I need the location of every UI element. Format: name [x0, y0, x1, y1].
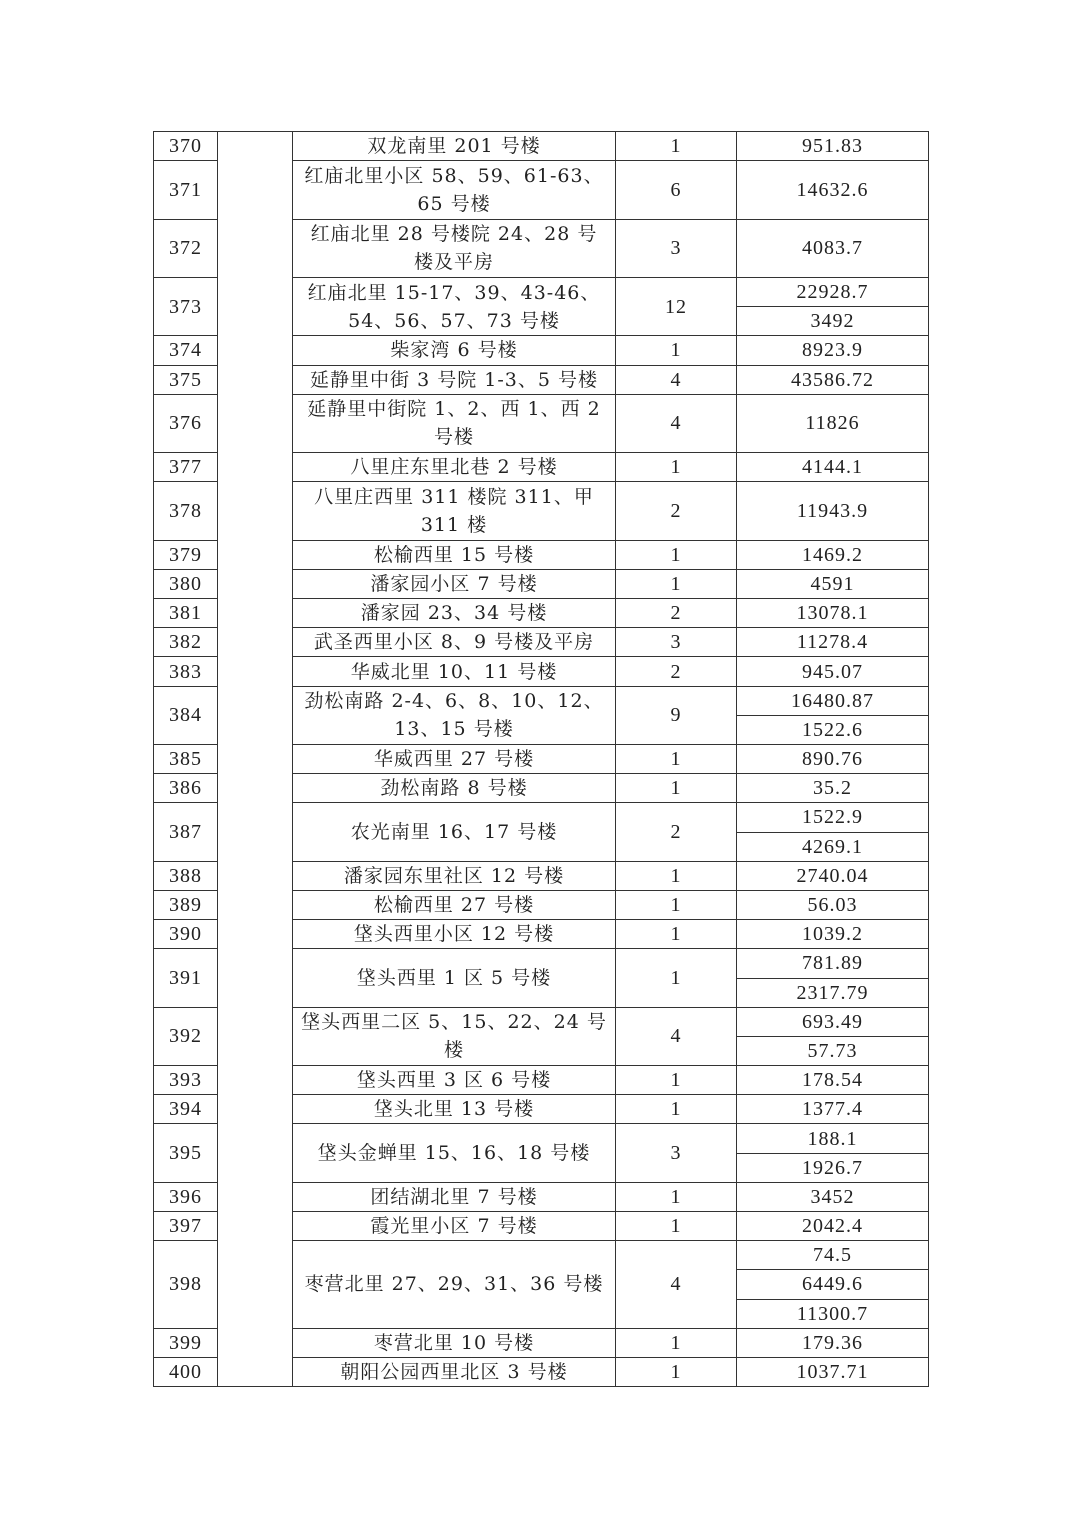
area-value: 11826: [737, 394, 929, 452]
area-value: 2740.04: [737, 861, 929, 890]
building-name: 潘家园东里社区 12 号楼: [293, 861, 616, 890]
area-value: 3452: [737, 1182, 929, 1211]
area-value: 22928.7: [737, 277, 929, 306]
building-count: 4: [616, 1007, 737, 1065]
area-value: 4144.1: [737, 453, 929, 482]
building-name: 柴家湾 6 号楼: [293, 336, 616, 365]
building-count: 2: [616, 803, 737, 861]
building-name: 延静里中街院 1、2、西 1、西 2 号楼: [293, 394, 616, 452]
row-number: 397: [154, 1212, 218, 1241]
row-number: 374: [154, 336, 218, 365]
row-number: 390: [154, 920, 218, 949]
building-name: 垡头西里 1 区 5 号楼: [293, 949, 616, 1007]
building-name: 劲松南路 2-4、6、8、10、12、13、15 号楼: [293, 686, 616, 744]
area-value: 4269.1: [737, 832, 929, 861]
area-value: 890.76: [737, 745, 929, 774]
building-count: 1: [616, 1182, 737, 1211]
building-name: 潘家园小区 7 号楼: [293, 569, 616, 598]
building-name: 松榆西里 27 号楼: [293, 890, 616, 919]
building-name: 红庙北里 15-17、39、43-46、54、56、57、73 号楼: [293, 277, 616, 335]
building-name: 八里庄东里北巷 2 号楼: [293, 453, 616, 482]
building-count: 3: [616, 219, 737, 277]
area-value: 2317.79: [737, 978, 929, 1007]
building-count: 3: [616, 628, 737, 657]
building-name: 垡头北里 13 号楼: [293, 1095, 616, 1124]
area-value: 693.49: [737, 1007, 929, 1036]
row-number: 385: [154, 745, 218, 774]
building-count: 9: [616, 686, 737, 744]
area-value: 781.89: [737, 949, 929, 978]
building-name: 潘家园 23、34 号楼: [293, 599, 616, 628]
area-value: 6449.6: [737, 1270, 929, 1299]
area-value: 1039.2: [737, 920, 929, 949]
row-number: 388: [154, 861, 218, 890]
row-number: 371: [154, 161, 218, 219]
buildings-table: [153, 131, 929, 1387]
row-number: 379: [154, 540, 218, 569]
building-count: 1: [616, 861, 737, 890]
building-name: 团结湖北里 7 号楼: [293, 1182, 616, 1211]
row-number: 396: [154, 1182, 218, 1211]
area-value: 16480.87: [737, 686, 929, 715]
building-name: 农光南里 16、17 号楼: [293, 803, 616, 861]
area-value: 57.73: [737, 1036, 929, 1065]
building-name: 枣营北里 10 号楼: [293, 1328, 616, 1357]
row-number: 381: [154, 599, 218, 628]
area-value: 1522.9: [737, 803, 929, 832]
area-value: 2042.4: [737, 1212, 929, 1241]
building-name: 枣营北里 27、29、31、36 号楼: [293, 1241, 616, 1329]
building-name: 延静里中街 3 号院 1-3、5 号楼: [293, 365, 616, 394]
building-name: 华威西里 27 号楼: [293, 745, 616, 774]
building-count: 4: [616, 365, 737, 394]
row-number: 378: [154, 482, 218, 540]
row-number: 395: [154, 1124, 218, 1182]
area-value: 4083.7: [737, 219, 929, 277]
row-number: 392: [154, 1007, 218, 1065]
area-value: 1469.2: [737, 540, 929, 569]
area-value: 35.2: [737, 774, 929, 803]
area-value: 8923.9: [737, 336, 929, 365]
building-count: 1: [616, 774, 737, 803]
table-row: [154, 132, 929, 161]
building-count: 1: [616, 336, 737, 365]
row-number: 387: [154, 803, 218, 861]
area-value: 43586.72: [737, 365, 929, 394]
building-name: 松榆西里 15 号楼: [293, 540, 616, 569]
row-number: 382: [154, 628, 218, 657]
building-name: 垡头金蝉里 15、16、18 号楼: [293, 1124, 616, 1182]
row-number: 372: [154, 219, 218, 277]
building-name: 八里庄西里 311 楼院 311、甲 311 楼: [293, 482, 616, 540]
area-value: 11943.9: [737, 482, 929, 540]
area-value: 951.83: [737, 132, 929, 161]
building-name: 劲松南路 8 号楼: [293, 774, 616, 803]
row-number: 375: [154, 365, 218, 394]
area-value: 4591: [737, 569, 929, 598]
building-name: 红庙北里小区 58、59、61-63、65 号楼: [293, 161, 616, 219]
row-number: 394: [154, 1095, 218, 1124]
building-count: 1: [616, 949, 737, 1007]
building-count: 1: [616, 132, 737, 161]
row-number: 386: [154, 774, 218, 803]
row-number: 376: [154, 394, 218, 452]
building-name: 华威北里 10、11 号楼: [293, 657, 616, 686]
building-name: 武圣西里小区 8、9 号楼及平房: [293, 628, 616, 657]
row-number: 393: [154, 1066, 218, 1095]
row-number: 391: [154, 949, 218, 1007]
table-body: [154, 132, 929, 1387]
row-number: 389: [154, 890, 218, 919]
building-name: 垡头西里二区 5、15、22、24 号楼: [293, 1007, 616, 1065]
building-count: 4: [616, 394, 737, 452]
area-value: 1522.6: [737, 715, 929, 744]
row-number: 380: [154, 569, 218, 598]
building-name: 霞光里小区 7 号楼: [293, 1212, 616, 1241]
area-value: 11300.7: [737, 1299, 929, 1328]
building-name: 垡头西里 3 区 6 号楼: [293, 1066, 616, 1095]
building-count: 1: [616, 1066, 737, 1095]
area-value: 3492: [737, 307, 929, 336]
area-value: 1926.7: [737, 1153, 929, 1182]
building-count: 1: [616, 540, 737, 569]
building-count: 1: [616, 1328, 737, 1357]
row-number: 383: [154, 657, 218, 686]
area-value: 74.5: [737, 1241, 929, 1270]
row-number: 373: [154, 277, 218, 335]
building-count: 6: [616, 161, 737, 219]
building-name: 垡头西里小区 12 号楼: [293, 920, 616, 949]
area-value: 14632.6: [737, 161, 929, 219]
area-value: 11278.4: [737, 628, 929, 657]
building-count: 2: [616, 657, 737, 686]
building-count: 12: [616, 277, 737, 335]
building-name: 双龙南里 201 号楼: [293, 132, 616, 161]
row-number: 384: [154, 686, 218, 744]
building-count: 1: [616, 890, 737, 919]
row-number: 370: [154, 132, 218, 161]
building-count: 1: [616, 920, 737, 949]
row-number: 400: [154, 1357, 218, 1386]
area-value: 1037.71: [737, 1357, 929, 1386]
district-cell: [218, 132, 293, 1387]
area-value: 179.36: [737, 1328, 929, 1357]
building-name: 红庙北里 28 号楼院 24、28 号楼及平房: [293, 219, 616, 277]
building-count: 2: [616, 599, 737, 628]
building-count: 1: [616, 1095, 737, 1124]
building-count: 1: [616, 569, 737, 598]
row-number: 377: [154, 453, 218, 482]
building-count: 1: [616, 453, 737, 482]
building-name: 朝阳公园西里北区 3 号楼: [293, 1357, 616, 1386]
building-count: 4: [616, 1241, 737, 1329]
building-count: 1: [616, 1212, 737, 1241]
area-value: 56.03: [737, 890, 929, 919]
building-count: 2: [616, 482, 737, 540]
area-value: 13078.1: [737, 599, 929, 628]
area-value: 1377.4: [737, 1095, 929, 1124]
building-count: 1: [616, 745, 737, 774]
area-value: 178.54: [737, 1066, 929, 1095]
building-count: 3: [616, 1124, 737, 1182]
row-number: 398: [154, 1241, 218, 1329]
building-count: 1: [616, 1357, 737, 1386]
area-value: 945.07: [737, 657, 929, 686]
row-number: 399: [154, 1328, 218, 1357]
area-value: 188.1: [737, 1124, 929, 1153]
